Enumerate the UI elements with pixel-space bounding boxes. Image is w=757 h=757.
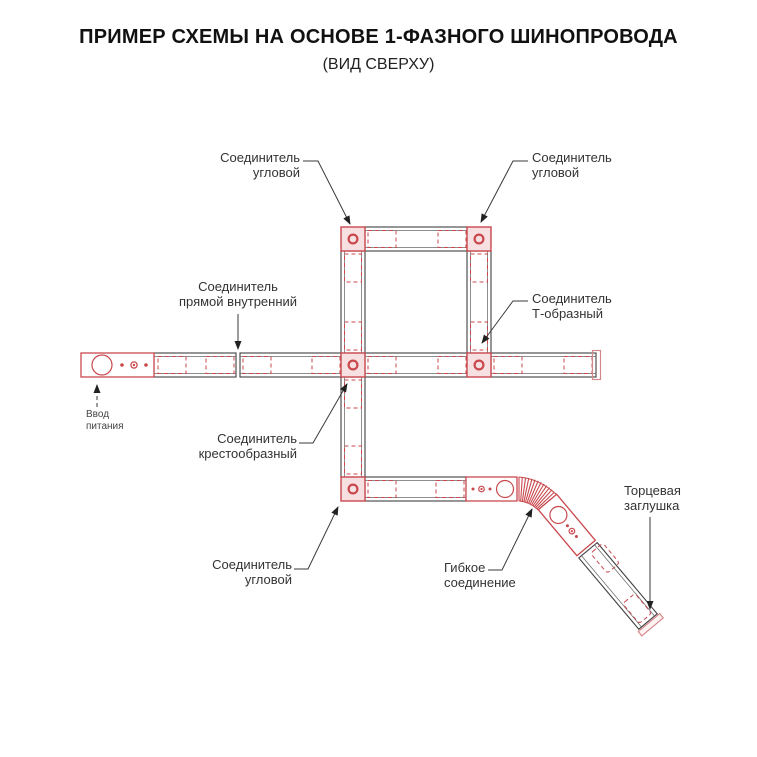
flexible-connector (466, 477, 595, 556)
label-power-input: Ввод питания (86, 409, 124, 432)
leader-corner-top-left (303, 161, 350, 224)
label-corner-connector-top-right: Соединитель угловой (532, 150, 612, 180)
label-corner-connector-bottom: Соединитель угловой (212, 557, 292, 587)
label-corner-connector-top-left: Соединитель угловой (220, 150, 300, 180)
cross-connector (341, 353, 365, 377)
label-straight-internal-connector: Соединитель прямой внутренний (178, 279, 298, 309)
t-connector (467, 353, 491, 377)
label-flexible-connection: Гибкое соединение (444, 560, 516, 590)
leader-corner-top-right (481, 161, 528, 222)
label-end-cap: Торцевая заглушка (624, 483, 681, 513)
page-title: ПРИМЕР СХЕМЫ НА ОСНОВЕ 1-ФАЗНОГО ШИНОПРОВОДА (79, 26, 678, 48)
corner-connector-bottom (341, 477, 365, 501)
label-cross-connector: Соединитель крестообразный (198, 431, 297, 461)
rail-diagonal (579, 543, 657, 630)
corner-connector-top-left (341, 227, 365, 251)
corner-connector-top-right (467, 227, 491, 251)
label-t-connector: Соединитель Т-образный (532, 291, 612, 321)
leader-cross (299, 384, 347, 443)
page-subtitle: (ВИД СВЕРХУ) (322, 56, 435, 73)
power-feed-element (81, 353, 154, 377)
leader-corner-bottom (294, 507, 338, 569)
